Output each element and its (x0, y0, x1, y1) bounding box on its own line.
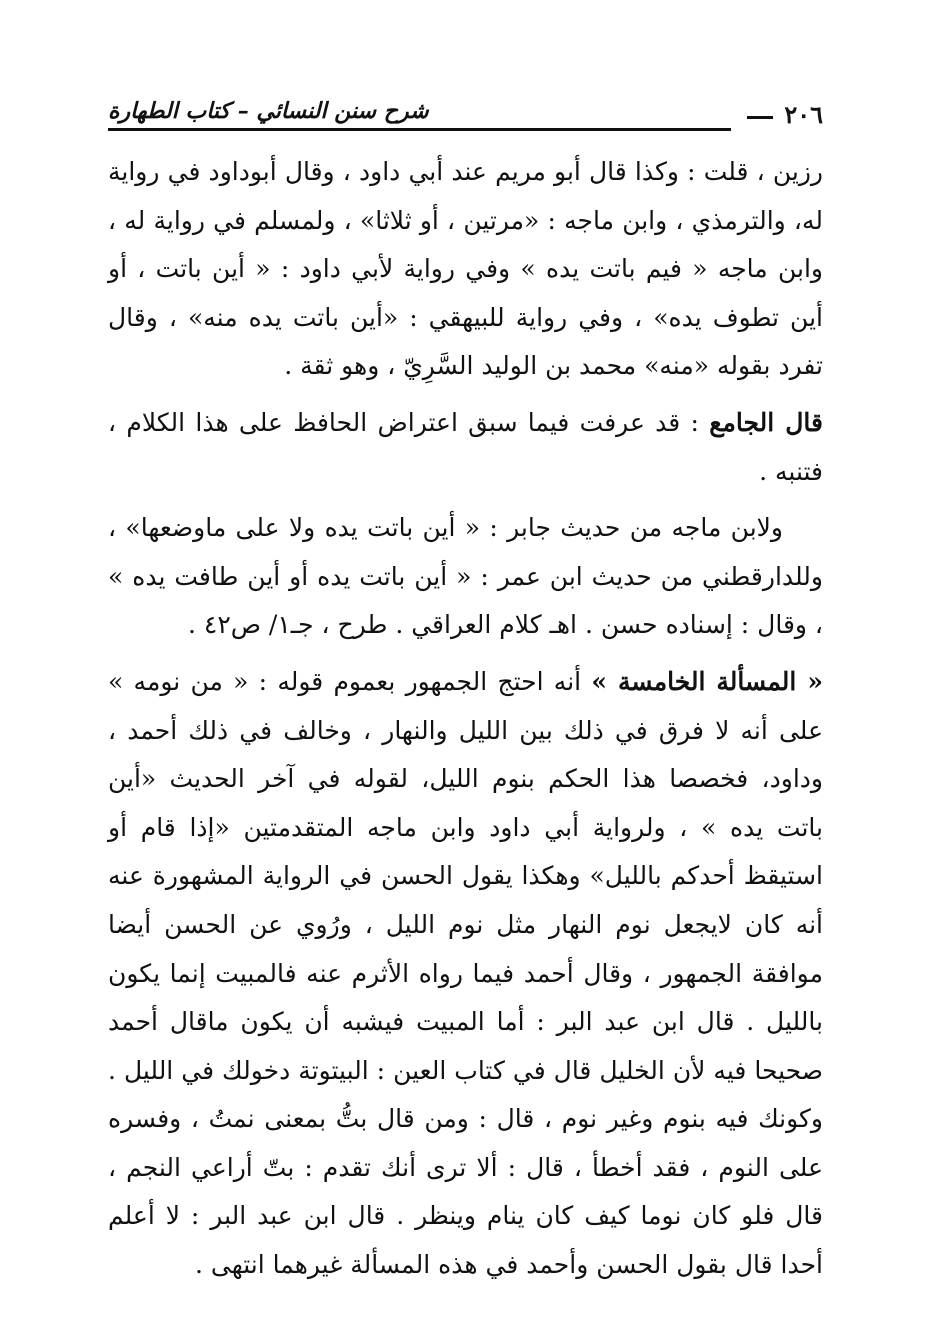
header-rule (108, 128, 731, 131)
paragraph: قال الجامع : قد عرفت فيما سبق اعتراض الحافظ على هذا الكلام ، فتنبه . (108, 407, 824, 486)
paragraph: « المسألة الخامسة » أنه احتج الجمهور بعموم قوله : « من نومه » على أنه لا فرق في ذلك بين الليل والنهار ، وخالف في ذلك أحمد ، وداود، فخصصا هذا الحكم بنوم الليل، لقوله في آخر الحديث «أين باتت يده » ، ولرواية أبي داود وابن ماجه المتقدمتين «إذا قام أو استيقظ أحدكم بالليل» وهكذا يقول الحسن في الرواية المشهورة عنه أنه كان لايجعل نوم النهار مثل نوم الليل ، ورُوي عن الحسن أيضا موافقة الجمهور ، وقال أحمد فيما رواه الأثرم عنه فالمبيت إنما يكون بالليل . قال ابن عبد البر : أما المبيت فيشبه أن يكون ماقال أحمد صحيحا فيه لأن الخليل قال في كتاب العين : البيتوتة دخولك في الليل . وكونك فيه بنوم وغير نوم ، قال : ومن قال بتُّ بمعنى نمتُ ، وفسره على النوم ، فقد أخطأ ، قال : ألا ترى أنك تقدم : بتّ أراعي النجم ، قال فلو كان نوما كيف كان ينام وينظر . قال ابن عبد البر : لا أعلم أحدا قال بقول الحسن وأحمد في هذه المسألة غيرهما انتهى . (108, 666, 823, 1280)
header-dash (747, 116, 773, 119)
running-title: شرح سنن النسائي – كتاب الطهارة (108, 98, 429, 124)
paragraph-lead: « المسألة الخامسة » (591, 666, 823, 696)
page-body (108, 148, 823, 1290)
page-header (108, 94, 823, 134)
paragraph-lead: قال الجامع (709, 407, 824, 437)
page-number: ٢٠٦ (784, 100, 823, 129)
paragraph: رزين ، قلت : وكذا قال أبو مريم عند أبي داود ، وقال أبوداود في رواية له، والترمذي ، وابن ماجه : «مرتين ، أو ثلاثا» ، ولمسلم في رواية له ، وابن ماجه « فيم باتت يده » وفي رواية لأبي داود : « أين باتت ، أو أين تطوف يده» ، وفي رواية للبيهقي : «أين باتت يده منه» ، وقال تفرد بقوله «منه» محمد بن الوليد السَّرِيّ ، وهو ثقة . (108, 157, 823, 381)
paragraph: ولابن ماجه من حديث جابر : « أين باتت يده ولا على ماوضعها» ، وللدارقطني من حديث ابن عمر : « أين باتت يده أو أين طافت يده » ، وقال : إسناده حسن . اهـ كلام العراقي . طرح ، جـ١/ ص٤٢ . (108, 513, 823, 640)
